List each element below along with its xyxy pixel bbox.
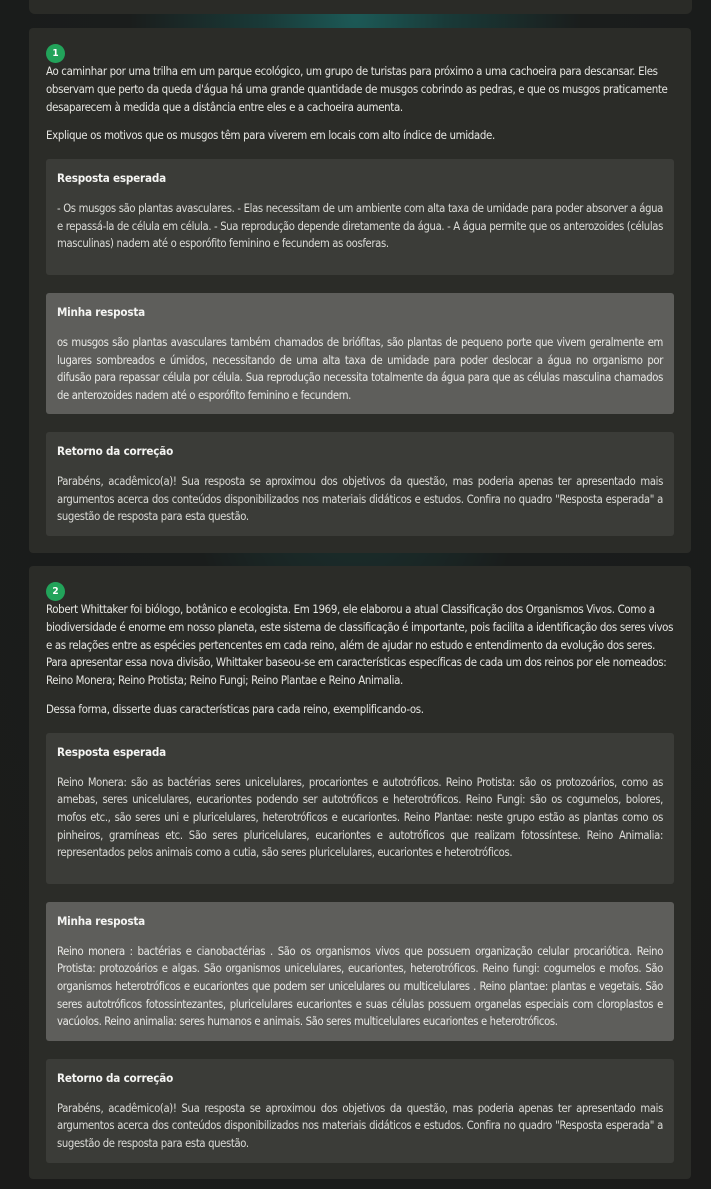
feedback-box — [46, 1059, 674, 1163]
my-answer-text: Reino monera : bactérias e cianobactérias . São os organismos vivos que possuem organização celular procariótica. Reino Protista: protozoários e algas. São organismos unicelulares, eucariontes, heterotróficos. Reino fungi: cogumelos e mofos. São organismos heterotróficos e eucariontes que podem ser unicelulares ou multicelulares . Reino plantae: plantas e vegetais. São seres autotróficos fotossintezantes, pluricelulares eucariontes e suas células possuem organelas especiais com cloroplastos e vacúolos. Reino animalia: seres humanos e animais. São seres multicelulares eucariontes e heterotróficos. — [57, 944, 663, 1029]
expected-answer-title: Resposta esperada — [57, 171, 166, 186]
feedback-box — [46, 432, 674, 536]
previous-card-edge — [29, 0, 692, 14]
expected-answer-box — [46, 733, 674, 884]
feedback-text: Parabéns, acadêmico(a)! Sua resposta se aproximou dos objetivos da questão, mas poderia apenas ter apresentado mais argumentos acerca dos conteúdos disponibilizados nos materiais didáticos e estudos. Confira no quadro "Resposta esperada" a sugestão de resposta para esta questão. — [57, 475, 663, 524]
my-answer-title: Minha resposta — [57, 913, 145, 928]
my-answer-box — [46, 902, 674, 1041]
question-card-1 — [29, 28, 691, 553]
question-card-2 — [29, 566, 691, 1179]
expected-answer-text: - Os musgos são plantas avasculares. - Elas necessitam de um ambiente com alta taxa de umidade para poder absorver a água e repassá-la de célula em célula. - Sua reprodução depende diretamente da água. - A água permite que os anterozoides (células masculinas) nadem até o esporófito feminino e fecundem as oosferas. — [57, 202, 663, 251]
question-statement: Ao caminhar por uma trilha em um parque ecológico, um grupo de turistas para próximo a uma cachoeira para descansar. Eles observam que perto da queda d'água há uma grande quantidade de musgos cobrindo as pedras, e que os musgos praticamente desaparecem à medida que a distância entre eles e a cachoeira aumenta. — [46, 64, 668, 114]
feedback-title: Retorno da correção — [57, 444, 174, 459]
expected-answer-box — [46, 159, 674, 275]
my-answer-text: os musgos são plantas avasculares também chamados de briófitas, são plantas de pequeno porte que vivem geralmente em lugares sombreados e úmidos, necessitando de uma alta taxa de umidade para poder deslocar a água no organismo por difusão para repassar célula por célula. Sua reprodução necessita totalmente da água para que as células masculina chamados de anterozoides nadem até o esporófito feminino e fecundem. — [57, 336, 663, 402]
my-answer-box — [46, 293, 674, 414]
expected-answer-text: Reino Monera: são as bactérias seres unicelulares, procariontes e autotróficos. Reino Protista: são os protozoários, como as amebas, seres unicelulares, eucariontes podendo ser autotróficos e heterotróficos. Reino Fungi: são os cogumelos, bolores, mofos etc., são seres uni e pluricelulares, heterotróficos e eucariontes. Reino Plantae: neste grupo estão as plantas como os pinheiros, gramíneas etc. São seres pluricelulares, eucariontes e autotróficos que realizam fotossíntese. Reino Animalia: representados pelos animais como a cutia, são seres pluricelulares, eucariontes e heterotróficos. — [57, 775, 663, 860]
expected-answer-title: Resposta esperada — [57, 744, 166, 759]
question-number-badge: 1 — [46, 44, 65, 63]
question-instruction: Explique os motivos que os musgos têm para viverem em locais com alto índice de umidade. — [46, 128, 495, 143]
feedback-title: Retorno da correção — [57, 1070, 174, 1085]
feedback-text: Parabéns, acadêmico(a)! Sua resposta se aproximou dos objetivos da questão, mas poderia apenas ter apresentado mais argumentos acerca dos conteúdos disponibilizados nos materiais didáticos e estudos. Confira no quadro "Resposta esperada" a sugestão de resposta para esta questão. — [57, 1101, 663, 1150]
question-statement: Robert Whittaker foi biólogo, botânico e ecologista. Em 1969, ele elaborou a atual Classificação dos Organismos Vivos. Como a biodiversidade é enorme em nosso planeta, este sistema de classificação é importante, pois facilita a identificação dos seres vivos e as relações entre as espécies pertencentes em cada reino, além de ajudar no estudo e entendimento da evolução dos seres. Para apresentar essa nova divisão, Whittaker baseou-se em características específicas de cada um dos reinos por ele nomeados: Reino Monera; Reino Protista; Reino Fungi; Reino Plantae e Reino Animalia. — [46, 602, 674, 688]
my-answer-title: Minha resposta — [57, 305, 145, 320]
question-instruction: Dessa forma, disserte duas características para cada reino, exemplificando-os. — [46, 701, 424, 716]
question-number-badge: 2 — [46, 582, 65, 601]
